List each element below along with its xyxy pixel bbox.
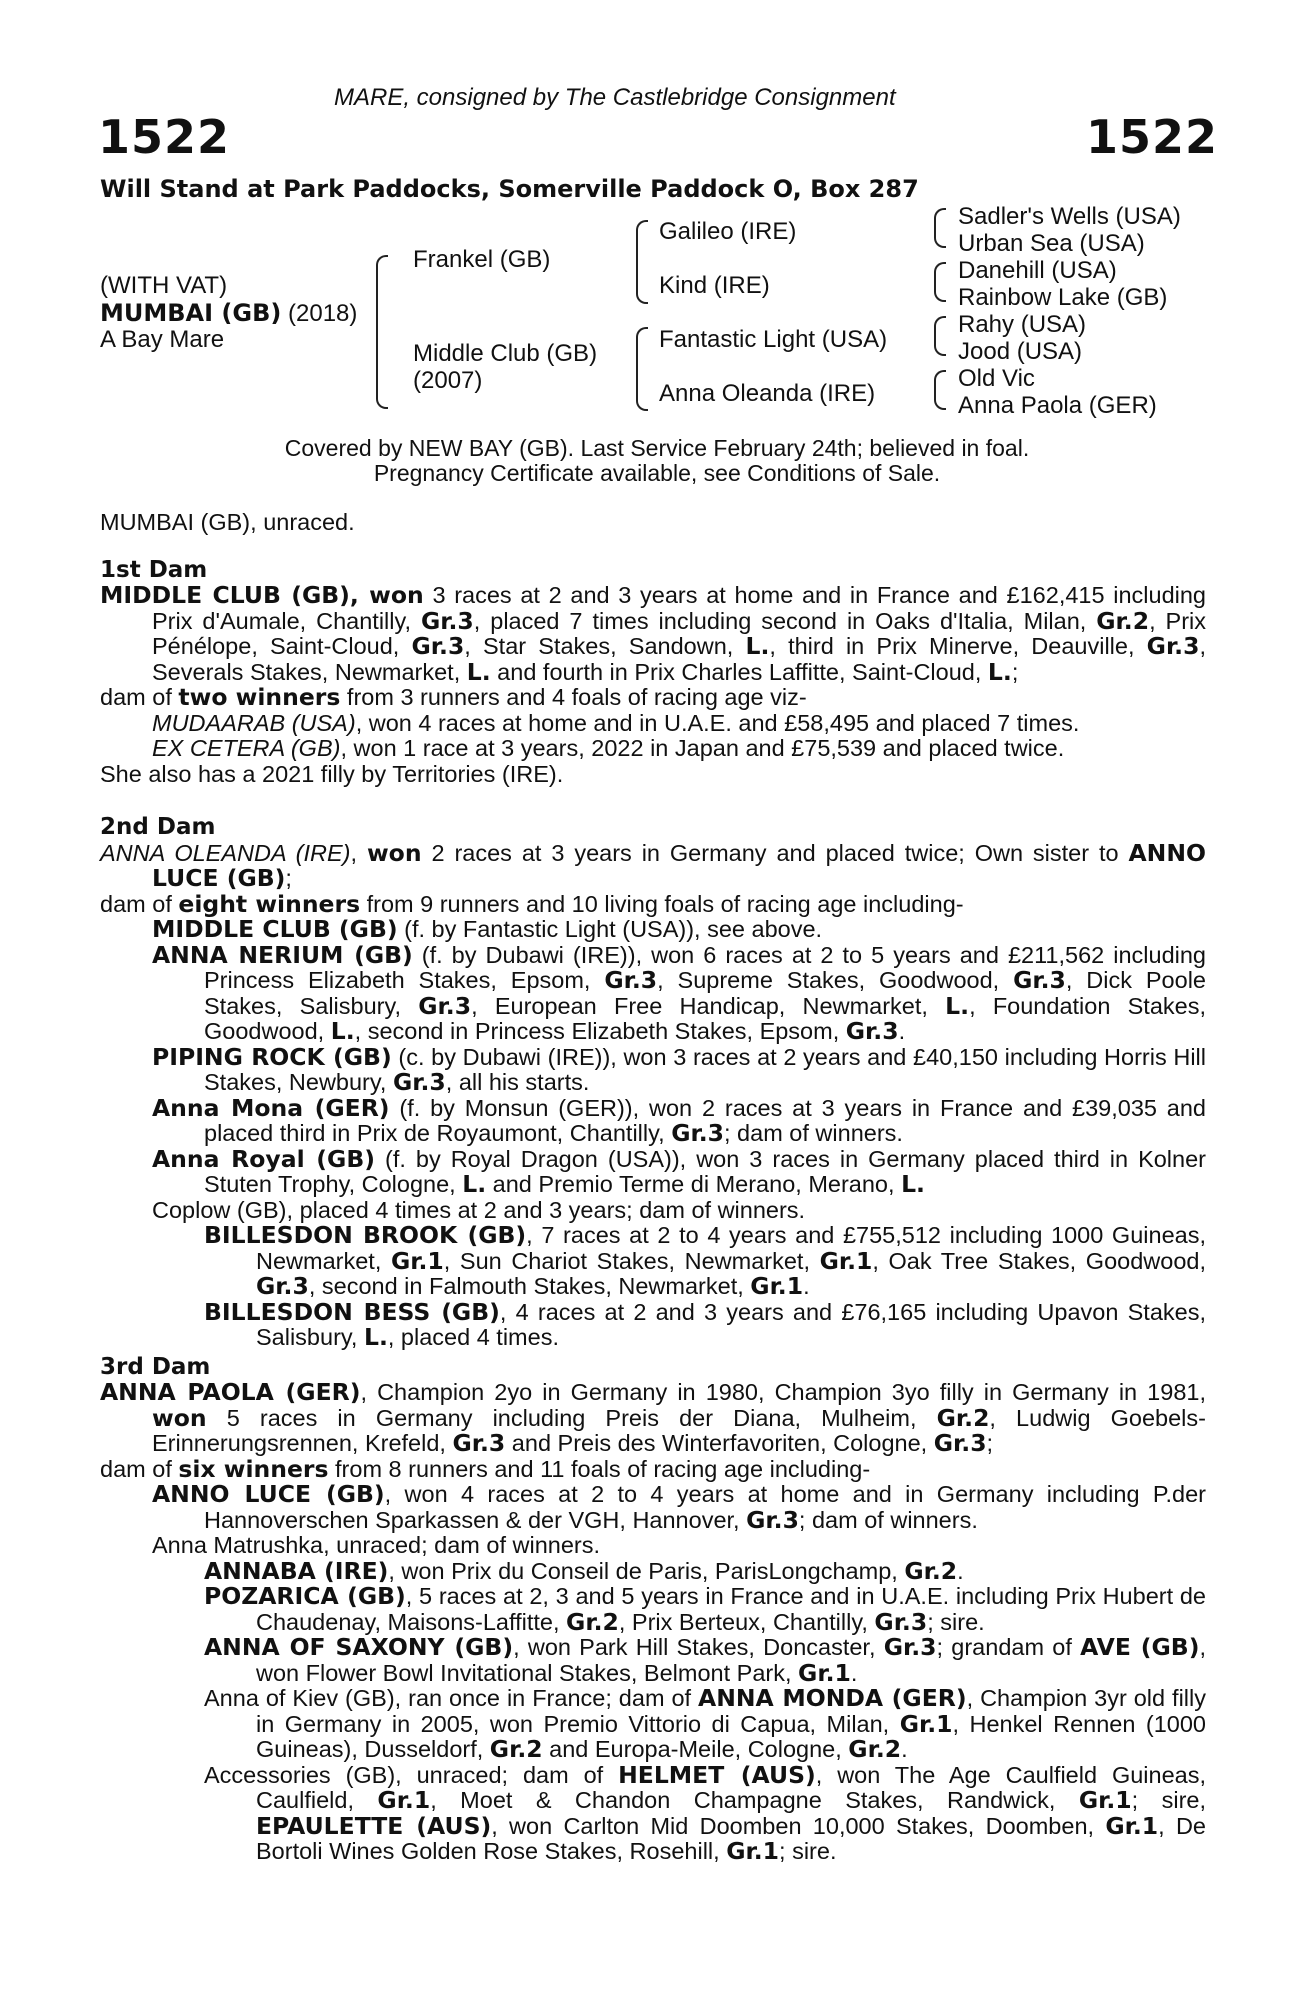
text: ; sire, — [1131, 1787, 1206, 1813]
winners-count: six winners — [178, 1454, 329, 1483]
grade: Gr.1 — [377, 1786, 431, 1814]
produce-middle-club — [100, 917, 1206, 943]
text: ; — [1011, 658, 1019, 685]
produce-anna-of-kiev — [100, 1686, 1206, 1763]
pedigree-dsd: Jood (USA) — [958, 338, 1083, 365]
grade: Gr.3 — [256, 1272, 309, 1300]
pedigree-brace-ds — [934, 316, 946, 356]
text: , Champion 2yo in Germany in 1980, Champion 3yo filly in Germany in 1981, — [360, 1379, 1206, 1405]
section-heading-1st-dam: 1st Dam — [100, 556, 208, 583]
horse-name: MIDDLE CLUB (GB) — [152, 915, 398, 943]
pedigree-brace-dam — [636, 327, 648, 411]
text: , Moet & Chandon Champagne Stakes, Randwick, — [430, 1787, 1079, 1813]
pedigree-sdd: Rainbow Lake (GB) — [958, 284, 1168, 311]
text: , Prix Berteux, Chantilly, — [618, 1608, 875, 1635]
winners-count: eight winners — [178, 889, 361, 918]
text: and Premio Terme di Merano, Merano, — [486, 1171, 902, 1197]
listed: L. — [462, 1170, 487, 1198]
grade: Gr.1 — [1105, 1811, 1159, 1840]
horse-name: EPAULETTE (AUS) — [256, 1811, 492, 1840]
grade: Gr.3 — [845, 1017, 899, 1045]
grade: Gr.3 — [933, 1429, 987, 1457]
produce-anna-mona — [100, 1093, 1207, 1147]
third-dam-record — [100, 1380, 1206, 1457]
produce-accessories — [100, 1760, 1206, 1865]
page-subtitle: MARE, consigned by The Castlebridge Consignment — [334, 84, 896, 111]
grade: Gr.2 — [566, 1607, 619, 1636]
text: . — [898, 1018, 906, 1044]
text: ; dam of winners. — [724, 1120, 903, 1146]
text: (f. by Monsun (GER)), won 2 races at 3 years in France and £39,035 and placed third in Prix de Royaumont, Chantilly, — [204, 1094, 1207, 1146]
vat-label: (WITH VAT) — [100, 272, 228, 299]
pedigree-dam-year: (2007) — [413, 367, 483, 394]
text: ; — [986, 1430, 994, 1456]
horse-name: POZARICA (GB) — [204, 1582, 406, 1610]
grade: Gr.3 — [392, 1068, 446, 1096]
produce-anna-of-saxony — [100, 1635, 1206, 1686]
grade: Gr.2 — [904, 1556, 958, 1585]
pedigree-sire-sire: Galileo (IRE) — [659, 218, 797, 245]
horse-name: ANNABA (IRE) — [204, 1556, 389, 1585]
text: , won Park Hill Stakes, Doncaster, — [513, 1634, 884, 1660]
text: (f. by Royal Dragon (USA)), won 3 races in Germany placed third in Kolner Stuten Trophy, Cologne, — [204, 1145, 1206, 1197]
listed: L. — [330, 1017, 355, 1045]
grade: Gr.3 — [411, 632, 465, 660]
text: , Prix Pénélope, Saint-Cloud, — [152, 607, 1207, 659]
text: , second in Falmouth Stakes, Newmarket, — [308, 1273, 751, 1299]
text: from 8 runners and 11 foals of racing age including- — [328, 1455, 871, 1482]
text: . — [901, 1736, 908, 1762]
pedigree-sss: Sadler's Wells (USA) — [958, 203, 1181, 230]
horse-name: EX CETERA (GB) — [152, 735, 341, 761]
second-dam-produce-summary — [100, 889, 1206, 918]
produce-annaba — [100, 1556, 1206, 1585]
text: , 5 races at 2, 3 and 5 years in France and in U.A.E. including Prix Hubert de Chaudenay, Maisons-Laffitte, — [256, 1583, 1206, 1635]
text: dam of — [100, 1455, 179, 1482]
grade: Gr.3 — [1013, 966, 1066, 994]
produce-anna-nerium — [100, 940, 1207, 1045]
horse-name: Anna Mona (GER) — [152, 1093, 390, 1122]
horse-name: ANNO LUCE (GB) — [152, 1480, 385, 1508]
text: ; sire. — [779, 1838, 837, 1864]
text: , won Carlton Mid Doomben 10,000 Stakes, Doomben, — [491, 1812, 1106, 1839]
produce-anna-royal — [100, 1144, 1206, 1198]
grade: Gr.2 — [489, 1735, 543, 1763]
grade: Gr.1 — [899, 1709, 953, 1738]
second-dam-name: ANNA OLEANDA (IRE) — [100, 839, 351, 866]
text: , Champion 3yr old filly in Germany in 2005, won Premio Vittorio di Capua, Milan, — [256, 1685, 1206, 1737]
text: , Henkel Rennen (1000 Guineas), Dusseldorf, — [256, 1710, 1206, 1762]
text: (f. by Fantastic Light (USA)), see above. — [397, 916, 823, 942]
produce-billesdon-brook — [100, 1223, 1206, 1300]
produce-billesdon-bess — [100, 1297, 1206, 1351]
text: , 7 races at 2 to 4 years and £755,512 including 1000 Guineas, Newmarket, — [256, 1222, 1206, 1274]
text: and Europa-Meile, Cologne, — [542, 1736, 849, 1762]
covered-line-1: Covered by NEW BAY (GB). Last Service February 24th; believed in foal. — [284, 435, 1030, 461]
horse-name: BILLESDON BROOK (GB) — [204, 1221, 527, 1249]
grade: Gr.3 — [671, 1119, 724, 1147]
pedigree-ddd: Anna Paola (GER) — [958, 392, 1157, 419]
winners-count: two winners — [178, 683, 341, 711]
text: , Oak Tree Stakes, Goodwood, — [872, 1247, 1207, 1274]
first-dam-name: MIDDLE CLUB (GB), won — [100, 581, 424, 609]
produce-mudaarab — [100, 711, 1206, 737]
pedigree-brace-main — [376, 255, 388, 409]
grade: Gr.3 — [418, 991, 472, 1020]
catalogue-body — [100, 510, 1206, 1865]
covered-line-2: Pregnancy Certificate available, see Conditions of Sale. — [373, 460, 941, 486]
grade: Gr.2 — [848, 1735, 902, 1763]
text: , European Free Handicap, Newmarket, — [471, 992, 946, 1019]
listed: L. — [466, 657, 491, 686]
text: 5 races in Germany including Preis der Diana, Mulheim, — [206, 1404, 937, 1431]
grade: Gr.3 — [1146, 632, 1200, 660]
text: . — [957, 1557, 964, 1584]
grade: Gr.1 — [1078, 1786, 1132, 1814]
text: , second in Princess Elizabeth Stakes, Epsom, — [354, 1018, 846, 1044]
pedigree-brace-dd — [934, 370, 946, 410]
text: , won The Age Caulfield Guineas, Caulfield, — [256, 1761, 1206, 1813]
grade: Gr.1 — [798, 1658, 851, 1687]
section-heading-3rd-dam: 3rd Dam — [100, 1353, 211, 1380]
text: . — [850, 1659, 858, 1686]
grade: Gr.1 — [819, 1246, 873, 1275]
text: , placed 7 times including second in Oaks d'Italia, Milan, — [473, 607, 1097, 634]
text: ; sire. — [927, 1608, 985, 1635]
grade: Gr.3 — [604, 966, 658, 994]
pedigree-ssd: Urban Sea (USA) — [958, 230, 1145, 257]
text: , Supreme Stakes, Goodwood, — [657, 967, 1014, 993]
listed: L. — [363, 1323, 388, 1351]
horse-name: AVE (GB) — [1080, 1633, 1200, 1661]
text: , De Bortoli Wines Golden Rose Stakes, Rosehill, — [256, 1812, 1206, 1864]
text: (f. by Dubawi (IRE)), won 6 races at 2 to 5 years and £211,562 including Princess Elizabeth Stakes, Epsom, — [204, 941, 1206, 993]
horse-name: ANNA OF SAXONY (GB) — [204, 1633, 514, 1661]
text: from 9 runners and 10 living foals of racing age including- — [360, 890, 964, 917]
text: and Preis des Winterfavoriten, Cologne, — [505, 1430, 934, 1456]
horse-name: HELMET (AUS) — [618, 1760, 816, 1789]
text: , all his starts. — [445, 1069, 590, 1095]
horse-name: MUDAARAB (USA) — [152, 709, 356, 736]
text: ; grandam of — [936, 1634, 1081, 1660]
text: , won 1 race at 3 years, 2022 in Japan and £75,539 and placed twice. — [340, 735, 1065, 761]
text: won — [366, 838, 422, 867]
text: , — [350, 839, 367, 866]
text: and fourth in Prix Charles Laffitte, Saint-Cloud, — [490, 658, 988, 685]
grade: Gr.1 — [390, 1246, 444, 1275]
text: . — [803, 1273, 810, 1299]
produce-anna-matrushka: Anna Matrushka, unraced; dam of winners. — [152, 1532, 601, 1558]
text: ; dam of winners. — [798, 1506, 978, 1533]
pedigree-dam-sire: Fantastic Light (USA) — [659, 326, 888, 353]
text: , Star Stakes, Sandown, — [464, 633, 746, 659]
text: , won 4 races at home and in U.A.E. and £58,495 and placed 7 times. — [355, 709, 1080, 736]
horse-year: (2018) — [288, 300, 358, 327]
text: , Ludwig Goebels-Erinnerungsrennen, Krefeld, — [152, 1404, 1206, 1456]
horse-name: MUMBAI (GB) — [100, 299, 282, 327]
grade: Gr.3 — [746, 1505, 799, 1534]
lot-number-left: 1522 — [98, 110, 231, 164]
pedigree-brace-sire — [636, 220, 648, 304]
pedigree-dam: Middle Club (GB) — [413, 340, 598, 367]
pedigree-dam-dam: Anna Oleanda (IRE) — [659, 380, 876, 407]
second-dam-record — [100, 838, 1206, 892]
text: won — [152, 1403, 207, 1432]
text: , 4 races at 2 and 3 years and £76,165 including Upavon Stakes, Salisbury, — [256, 1298, 1206, 1350]
horse-name: Anna Royal (GB) — [152, 1144, 375, 1173]
horse-description: A Bay Mare — [100, 326, 225, 353]
section-heading-2nd-dam: 2nd Dam — [100, 814, 216, 840]
text: , Sun Chariot Stakes, Newmarket, — [443, 1247, 820, 1274]
horse-name-line — [100, 299, 357, 328]
text: , third in Prix Minerve, Deauville, — [769, 633, 1147, 659]
pedigree-brace-ss — [934, 208, 946, 248]
listed: L. — [745, 632, 770, 660]
stand-location: Will Stand at Park Paddocks, Somerville Paddock O, Box 287 — [100, 175, 919, 203]
text: , Dick Poole Stakes, Salisbury, — [204, 967, 1206, 1019]
third-dam-name: ANNA PAOLA (GER) — [100, 1378, 361, 1406]
pedigree-sire-dam: Kind (IRE) — [659, 272, 770, 299]
text: , won 4 races at 2 to 4 years at home and in Germany including P.der Hannoverschen Sparkassen & der VGH, Hannover, — [204, 1481, 1206, 1533]
horse-name: ANNA MONDA (GER) — [698, 1684, 967, 1712]
grade: Gr.3 — [874, 1607, 928, 1636]
horse-name: BILLESDON BESS (GB) — [204, 1297, 500, 1326]
text: , Foundation Stakes, Goodwood, — [204, 992, 1207, 1044]
listed: L. — [987, 657, 1012, 686]
text: , Severals Stakes, Newmarket, — [152, 633, 1206, 685]
horse-name: PIPING ROCK (GB) — [152, 1042, 392, 1071]
pedigree-brace-sd — [934, 262, 946, 302]
text: ; — [285, 865, 292, 891]
text: dam of — [100, 890, 179, 917]
produce-coplow: Coplow (GB), placed 4 times at 2 and 3 years; dam of winners. — [152, 1196, 806, 1223]
third-dam-produce-summary — [100, 1454, 1206, 1483]
text: from 3 runners and 4 foals of racing age viz- — [340, 684, 807, 710]
grade: Gr.1 — [726, 1837, 780, 1865]
text: , placed 4 times. — [387, 1324, 559, 1350]
pedigree-sire: Frankel (GB) — [413, 246, 551, 273]
pedigree-dss: Rahy (USA) — [958, 311, 1087, 338]
pedigree-sds: Danehill (USA) — [958, 257, 1117, 284]
intro-line: MUMBAI (GB), unraced. — [100, 509, 355, 535]
grade: Gr.1 — [750, 1272, 804, 1300]
listed: L. — [901, 1170, 925, 1198]
grade: Gr.2 — [936, 1403, 990, 1432]
produce-piping-rock — [100, 1042, 1206, 1096]
text: (c. by Dubawi (IRE)), won 3 races at 2 years and £40,150 including Horris Hill Stakes, Newbury, — [204, 1043, 1206, 1095]
produce-pozarica — [100, 1584, 1206, 1635]
text: 3 races at 2 and 3 years at home and in France and £162,415 including Prix d'Aumale, Chantilly, — [152, 582, 1206, 634]
grade: Gr.3 — [452, 1429, 506, 1457]
text: 2 races at 3 years in Germany and placed twice; Own sister to — [421, 839, 1129, 866]
text: , won Flower Bowl Invitational Stakes, Belmont Park, — [256, 1634, 1206, 1686]
produce-anno-luce — [100, 1482, 1206, 1533]
text: Anna of Kiev (GB), ran once in France; dam of — [204, 1685, 699, 1711]
lot-number-right: 1522 — [1086, 110, 1219, 164]
horse-name: ANNO LUCE (GB) — [152, 838, 1206, 892]
text: dam of — [100, 684, 179, 710]
first-dam-produce-summary — [100, 685, 1206, 711]
text: , won Prix du Conseil de Paris, ParisLongchamp, — [388, 1557, 905, 1584]
produce-ex-cetera — [100, 736, 1206, 762]
horse-name: ANNA NERIUM (GB) — [152, 940, 413, 969]
grade: Gr.3 — [420, 606, 474, 635]
grade: Gr.2 — [1096, 606, 1150, 635]
pedigree-dds: Old Vic — [958, 365, 1035, 392]
first-dam-also: She also has a 2021 filly by Territories (IRE). — [100, 760, 564, 787]
grade: Gr.3 — [883, 1633, 937, 1661]
text: Accessories (GB), unraced; dam of — [204, 1761, 619, 1788]
listed: L. — [945, 991, 970, 1020]
first-dam-record — [100, 583, 1206, 685]
